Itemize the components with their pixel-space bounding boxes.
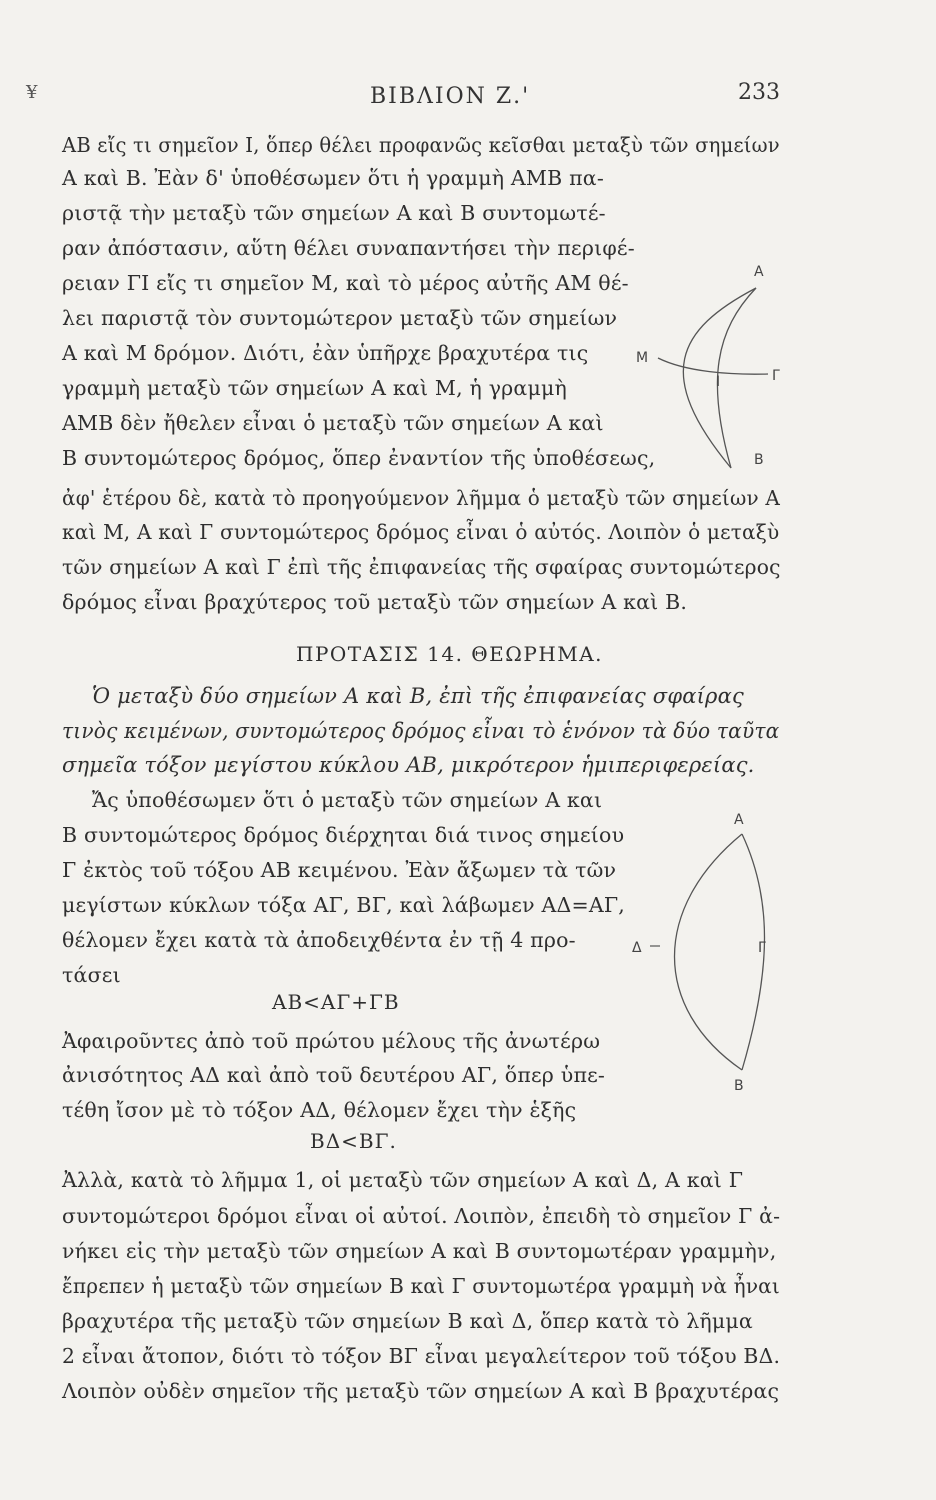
text-line: Ἀλλὰ, κατὰ τὸ λῆμμα 1, οἱ μεταξὺ τῶν σημείων Α καὶ Δ, Α καὶ Γ [62, 1168, 744, 1192]
text-line: δρόμος εἶναι βραχύτερος τοῦ μεταξὺ τῶν σημείων Α καὶ Β. [62, 590, 688, 614]
text-line: θέλομεν ἔχει κατὰ τὰ ἀποδειχθέντα ἐν τῇ 4 προ- [62, 928, 576, 952]
text-line: ἀφ' ἑτέρου δὲ, κατὰ τὸ προηγούμενον λῆμμα ὁ μεταξὺ τῶν σημείων Α [62, 486, 781, 510]
text-line: ἀνισότητος ΑΔ καὶ ἀπὸ τοῦ δευτέρου ΑΓ, ὅπερ ὑπε- [62, 1063, 606, 1087]
figure-2-spherical-arcs [622, 808, 772, 1094]
text-line: Ἀφαιροῦντες ἀπὸ τοῦ πρώτου μέλους τῆς ἀνωτέρω [62, 1029, 601, 1053]
figure-1-label-a: Α [754, 264, 764, 280]
section-heading: ΠΡΟΤΑΣΙΣ 14. ΘΕΩΡΗΜΑ. [296, 642, 604, 666]
figure-1-label-i: Ι [716, 374, 721, 390]
figure-2-label-gamma: Γ [758, 940, 766, 956]
text-line: λει παριστᾷ τὸν συντομώτερον μεταξὺ τῶν σημείων [62, 306, 618, 330]
figure-1-label-m: Μ [636, 350, 649, 366]
figure-2-label-b: Β [734, 1078, 744, 1094]
inequality-formula-2: ΒΔ<ΒΓ. [310, 1129, 397, 1153]
figure-1-label-b: Β [754, 452, 764, 468]
text-line: Γ ἐκτὸς τοῦ τόξου ΑΒ κειμένου. Ἐὰν ἄξωμεν τὰ τῶν [62, 858, 617, 882]
text-line: Β συντομώτερος δρόμος διέρχηται διά τινος σημείου [62, 823, 625, 847]
figure-1-label-gamma: Γ [772, 368, 780, 384]
figure-2-label-a: Α [734, 812, 744, 828]
page-mark: ¥ [26, 82, 38, 103]
theorem-line: τινὸς κειμένων, συντομώτερος δρόμος εἶναι τὸ ἑνόνον τὰ δύο ταῦτα [62, 719, 780, 743]
text-line: συντομώτεροι δρόμοι εἶναι οἱ αὐτοί. Λοιπὸν, ἐπειδὴ τὸ σημεῖον Γ ἀ- [62, 1204, 781, 1228]
text-line: Λοιπὸν οὐδὲν σημεῖον τῆς μεταξὺ τῶν σημείων Α καὶ Β βραχυτέρας [62, 1379, 780, 1403]
text-line: ΑΒ εἴς τι σημεῖον Ι, ὅπερ θέλει προφανῶς κεῖσθαι μεταξὺ τῶν σημείων [62, 133, 780, 157]
text-line: βραχυτέρα τῆς μεταξὺ τῶν σημείων Β καὶ Δ, ὅπερ κατὰ τὸ λῆμμα [62, 1309, 753, 1333]
text-line: τῶν σημείων Α καὶ Γ ἐπὶ τῆς ἐπιφανείας τῆς σφαίρας συντομώτερος [62, 555, 781, 579]
figure-1-spherical-arcs [636, 264, 786, 480]
text-line: Α καὶ Μ δρόμον. Διότι, ἐὰν ὑπῆρχε βραχυτέρα τις [62, 341, 589, 365]
page-number: 233 [738, 80, 780, 105]
text-line: Β συντομώτερος δρόμος, ὅπερ ἐναντίον τῆς ὑποθέσεως, [62, 446, 656, 470]
text-line: τάσει [62, 963, 121, 987]
theorem-line: Ὁ μεταξὺ δύο σημείων Α καὶ Β, ἐπὶ τῆς ἐπιφανείας σφαίρας [92, 684, 744, 708]
text-line: καὶ Μ, Α καὶ Γ συντομώτερος δρόμος εἶναι ὁ αὐτός. Λοιπὸν ὁ μεταξὺ [62, 520, 780, 544]
text-line: τέθη ἴσον μὲ τὸ τόξον ΑΔ, θέλομεν ἔχει τὴν ἑξῆς [62, 1098, 577, 1122]
text-line: Α καὶ Β. Ἐὰν δ' ὑποθέσωμεν ὅτι ἡ γραμμὴ ΑΜΒ πα- [62, 166, 604, 190]
text-line: ριστᾷ τὴν μεταξὺ τῶν σημείων Α καὶ Β συντομωτέ- [62, 201, 606, 225]
figure-2-label-delta: Δ [632, 940, 642, 956]
text-line: ραν ἀπόστασιν, αὕτη θέλει συναπαντήσει τὴν περιφέ- [62, 236, 635, 260]
text-line: ἔπρεπεν ἡ μεταξὺ τῶν σημείων Β καὶ Γ συντομωτέρα γραμμὴ νὰ ἦναι [62, 1274, 780, 1298]
text-line: ΑΜΒ δὲν ἤθελεν εἶναι ὁ μεταξὺ τῶν σημείων Α καὶ [62, 411, 604, 435]
text-line: μεγίστων κύκλων τόξα ΑΓ, ΒΓ, καὶ λάβωμεν ΑΔ=ΑΓ, [62, 893, 626, 917]
text-line: νήκει εἰς τὴν μεταξὺ τῶν σημείων Α καὶ Β συντομωτέραν γραμμὴν, [62, 1239, 777, 1263]
text-line: γραμμὴ μεταξὺ τῶν σημείων Α καὶ Μ, ἡ γραμμὴ [62, 376, 568, 400]
text-line: Ἄς ὑποθέσωμεν ὅτι ὁ μεταξὺ τῶν σημείων Α και [92, 788, 603, 812]
text-line: 2 εἶναι ἄτοπον, διότι τὸ τόξον ΒΓ εἶναι μεγαλείτερον τοῦ τόξου ΒΔ. [62, 1344, 781, 1368]
theorem-line: σημεῖα τόξον μεγίστου κύκλου ΑΒ, μικρότερον ἡμιπεριφερείας. [62, 753, 755, 777]
running-header-title: ΒΙΒΛΙΟΝ Ζ.' [370, 84, 531, 109]
inequality-formula-1: ΑΒ<ΑΓ+ΓΒ [272, 990, 400, 1014]
text-line: ρειαν ΓΙ εἴς τι σημεῖον Μ, καὶ τὸ μέρος αὐτῆς ΑΜ θέ- [62, 271, 629, 295]
